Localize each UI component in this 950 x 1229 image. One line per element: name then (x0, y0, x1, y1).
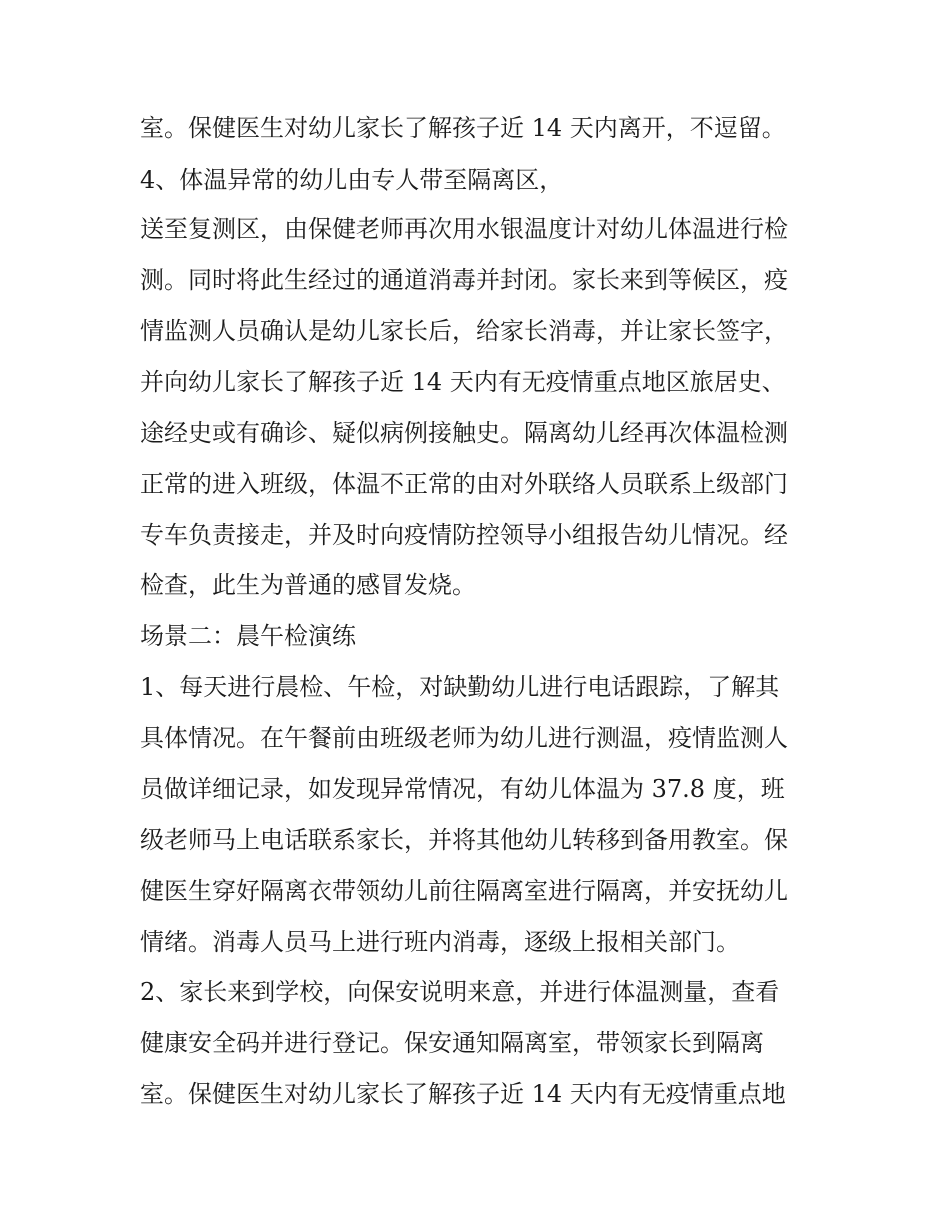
text-line: 情绪。消毒人员马上进行班内消毒，逐级上报相关部门。 (140, 928, 740, 956)
text-line: 室。保健医生对幼儿家长了解孩子近 14 天内有无疫情重点地 (140, 1080, 786, 1108)
text-line: 级老师马上电话联系家长，并将其他幼儿转移到备用教室。保 (140, 826, 788, 854)
text-line: 测。同时将此生经过的通道消毒并封闭。家长来到等候区，疫 (140, 266, 788, 294)
text-line: 2、家长来到学校，向保安说明来意，并进行体温测量，查看 (140, 978, 780, 1006)
text-line: 正常的进入班级，体温不正常的由对外联络人员联系上级部门 (140, 470, 788, 498)
text-line: 检查，此生为普通的感冒发烧。 (140, 571, 476, 599)
section-heading: 场景二：晨午检演练 (140, 622, 356, 650)
text-line: 具体情况。在午餐前由班级老师为幼儿进行测温，疫情监测人 (140, 724, 788, 752)
text-line: 并向幼儿家长了解孩子近 14 天内有无疫情重点地区旅居史、 (140, 368, 786, 396)
text-line: 情监测人员确认是幼儿家长后，给家长消毒，并让家长签字， (140, 317, 788, 345)
text-line: 途经史或有确诊、疑似病例接触史。隔离幼儿经再次体温检测 (140, 419, 788, 447)
text-line: 健康安全码并进行登记。保安通知隔离室，带领家长到隔离 (140, 1029, 764, 1057)
text-line: 专车负责接走，并及时向疫情防控领导小组报告幼儿情况。经 (140, 521, 788, 549)
text-line: 健医生穿好隔离衣带领幼儿前往隔离室进行隔离，并安抚幼儿 (140, 877, 788, 905)
text-line: 室。保健医生对幼儿家长了解孩子近 14 天内离开，不逗留。 (140, 114, 786, 142)
text-line: 4、体温异常的幼儿由专人带至隔离区， (140, 166, 564, 194)
text-line: 送至复测区，由保健老师再次用水银温度计对幼儿体温进行检 (140, 215, 788, 243)
text-line: 员做详细记录，如发现异常情况，有幼儿体温为 37.8 度，班 (140, 775, 785, 803)
text-line: 1、每天进行晨检、午检，对缺勤幼儿进行电话跟踪，了解其 (140, 673, 780, 701)
